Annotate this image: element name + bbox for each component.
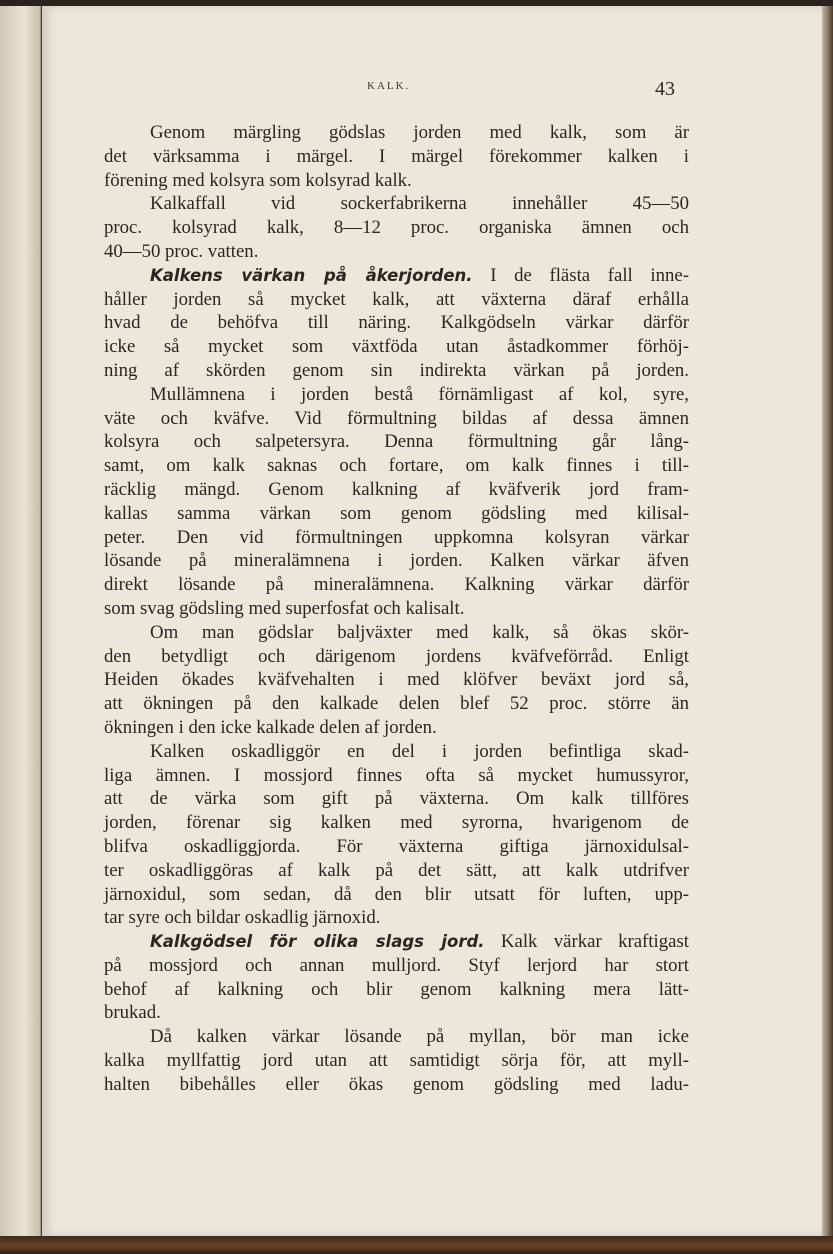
text-line: lösande på mineralämnena i jorden. Kalken värkar äfven bbox=[104, 550, 689, 572]
text-line: brukad. bbox=[104, 1002, 161, 1024]
text-line: samt, om kalk saknas och fortare, om kalk finnes i till- bbox=[104, 455, 689, 477]
text-line: att ökningen på den kalkade delen blef 52 proc. större än bbox=[104, 693, 689, 715]
text-line: kolsyra och salpetersyra. Denna förmultning går lång- bbox=[104, 431, 689, 453]
text-line: Kalkaffall vid sockerfabrikerna innehåller 45—50 bbox=[150, 193, 689, 215]
text-run: Kalk värkar kraftigast bbox=[500, 931, 689, 953]
text-line: ning af skörden genom sin indirekta värkan på jorden. bbox=[104, 359, 689, 381]
text-line: Om man gödslar baljväxter med kalk, så ökas skör- bbox=[150, 621, 689, 643]
text-line: Då kalken värkar lösande på myllan, bör man icke bbox=[150, 1026, 689, 1048]
text-line: väte och kväfve. Vid förmultning bildas af dessa ämnen bbox=[104, 407, 689, 429]
text-line: kallas samma värkan som genom gödsling med kilisal- bbox=[104, 502, 689, 524]
text-line: att de värka som gift på växterna. Om kalk tillföres bbox=[104, 788, 689, 810]
text-line: Kalken oskadliggör en del i jorden befintliga skad- bbox=[150, 740, 689, 762]
text-line: behof af kalkning och blir genom kalkning mera lätt- bbox=[104, 978, 689, 1000]
running-head: KALK. bbox=[367, 80, 411, 92]
text-line bbox=[104, 264, 689, 288]
text-line: den betydligt och därigenom jordens kväfveförråd. Enligt bbox=[104, 645, 689, 667]
text-line: Mullämnena i jorden bestå förnämligast af kol, syre, bbox=[150, 383, 689, 405]
text-line: jorden, förenar sig kalken med syrorna, hvarigenom de bbox=[104, 812, 689, 834]
text-line: det värksamma i märgel. I märgel förekommer kalken i bbox=[104, 145, 689, 167]
section-heading: Kalkens värkan på åkerjorden. bbox=[150, 265, 473, 285]
facing-page-edge bbox=[0, 6, 41, 1238]
page-number: 43 bbox=[655, 78, 675, 100]
page-body bbox=[104, 121, 689, 1097]
text-line: förening med kolsyra som kolsyrad kalk. bbox=[104, 169, 412, 191]
section-heading: Kalkgödsel för olika slags jord. bbox=[150, 932, 485, 952]
text-line: peter. Den vid förmultningen uppkomna kolsyran värkar bbox=[104, 526, 689, 548]
text-line: som svag gödsling med superfosfat och kalisalt. bbox=[104, 597, 465, 619]
text-line bbox=[104, 930, 689, 954]
text-line: icke så mycket som växtföda utan åstadkommer förhöj- bbox=[104, 336, 689, 358]
text-line: håller jorden så mycket kalk, att växterna däraf erhålla bbox=[104, 288, 689, 310]
text-line: tar syre och bildar oskadlig järnoxid. bbox=[104, 907, 381, 929]
text-line: järnoxidul, som sedan, då den blir utsatt för luften, upp- bbox=[104, 883, 689, 905]
text-line: Genom märgling gödslas jorden med kalk, som är bbox=[150, 122, 689, 143]
text-line: ökningen i den icke kalkade delen af jorden. bbox=[104, 716, 437, 738]
text-line: blifva oskadliggjorda. För växterna giftiga järnoxidulsal- bbox=[104, 835, 689, 857]
text-run: I de flästa fall inne- bbox=[490, 264, 689, 286]
text-line: Heiden ökades kväfvehalten i med klöfver beväxt jord så, bbox=[104, 669, 689, 691]
text-line: direkt lösande på mineralämnena. Kalkning värkar därför bbox=[104, 574, 689, 596]
text-line: liga ämnen. I mossjord finnes ofta så mycket humussyror, bbox=[104, 764, 689, 786]
text-line: på mossjord och annan mulljord. Styf lerjord har stort bbox=[104, 954, 689, 976]
text-line: hvad de behöfva till näring. Kalkgödseln värkar därför bbox=[104, 312, 689, 334]
text-line: halten bibehålles eller ökas genom gödsling med ladu- bbox=[104, 1073, 689, 1095]
text-line: kalka myllfattig jord utan att samtidigt sörja för, att myll- bbox=[104, 1050, 689, 1072]
text-line: ter oskadliggöras af kalk på det sätt, att kalk utdrifver bbox=[104, 859, 689, 881]
text-line: proc. kolsyrad kalk, 8—12 proc. organiska ämnen och bbox=[104, 217, 689, 239]
text-line: räcklig mängd. Genom kalkning af kväfverik jord fram- bbox=[104, 478, 689, 500]
text-line: 40—50 proc. vatten. bbox=[104, 240, 259, 262]
book-bottom-edge bbox=[0, 1236, 833, 1254]
